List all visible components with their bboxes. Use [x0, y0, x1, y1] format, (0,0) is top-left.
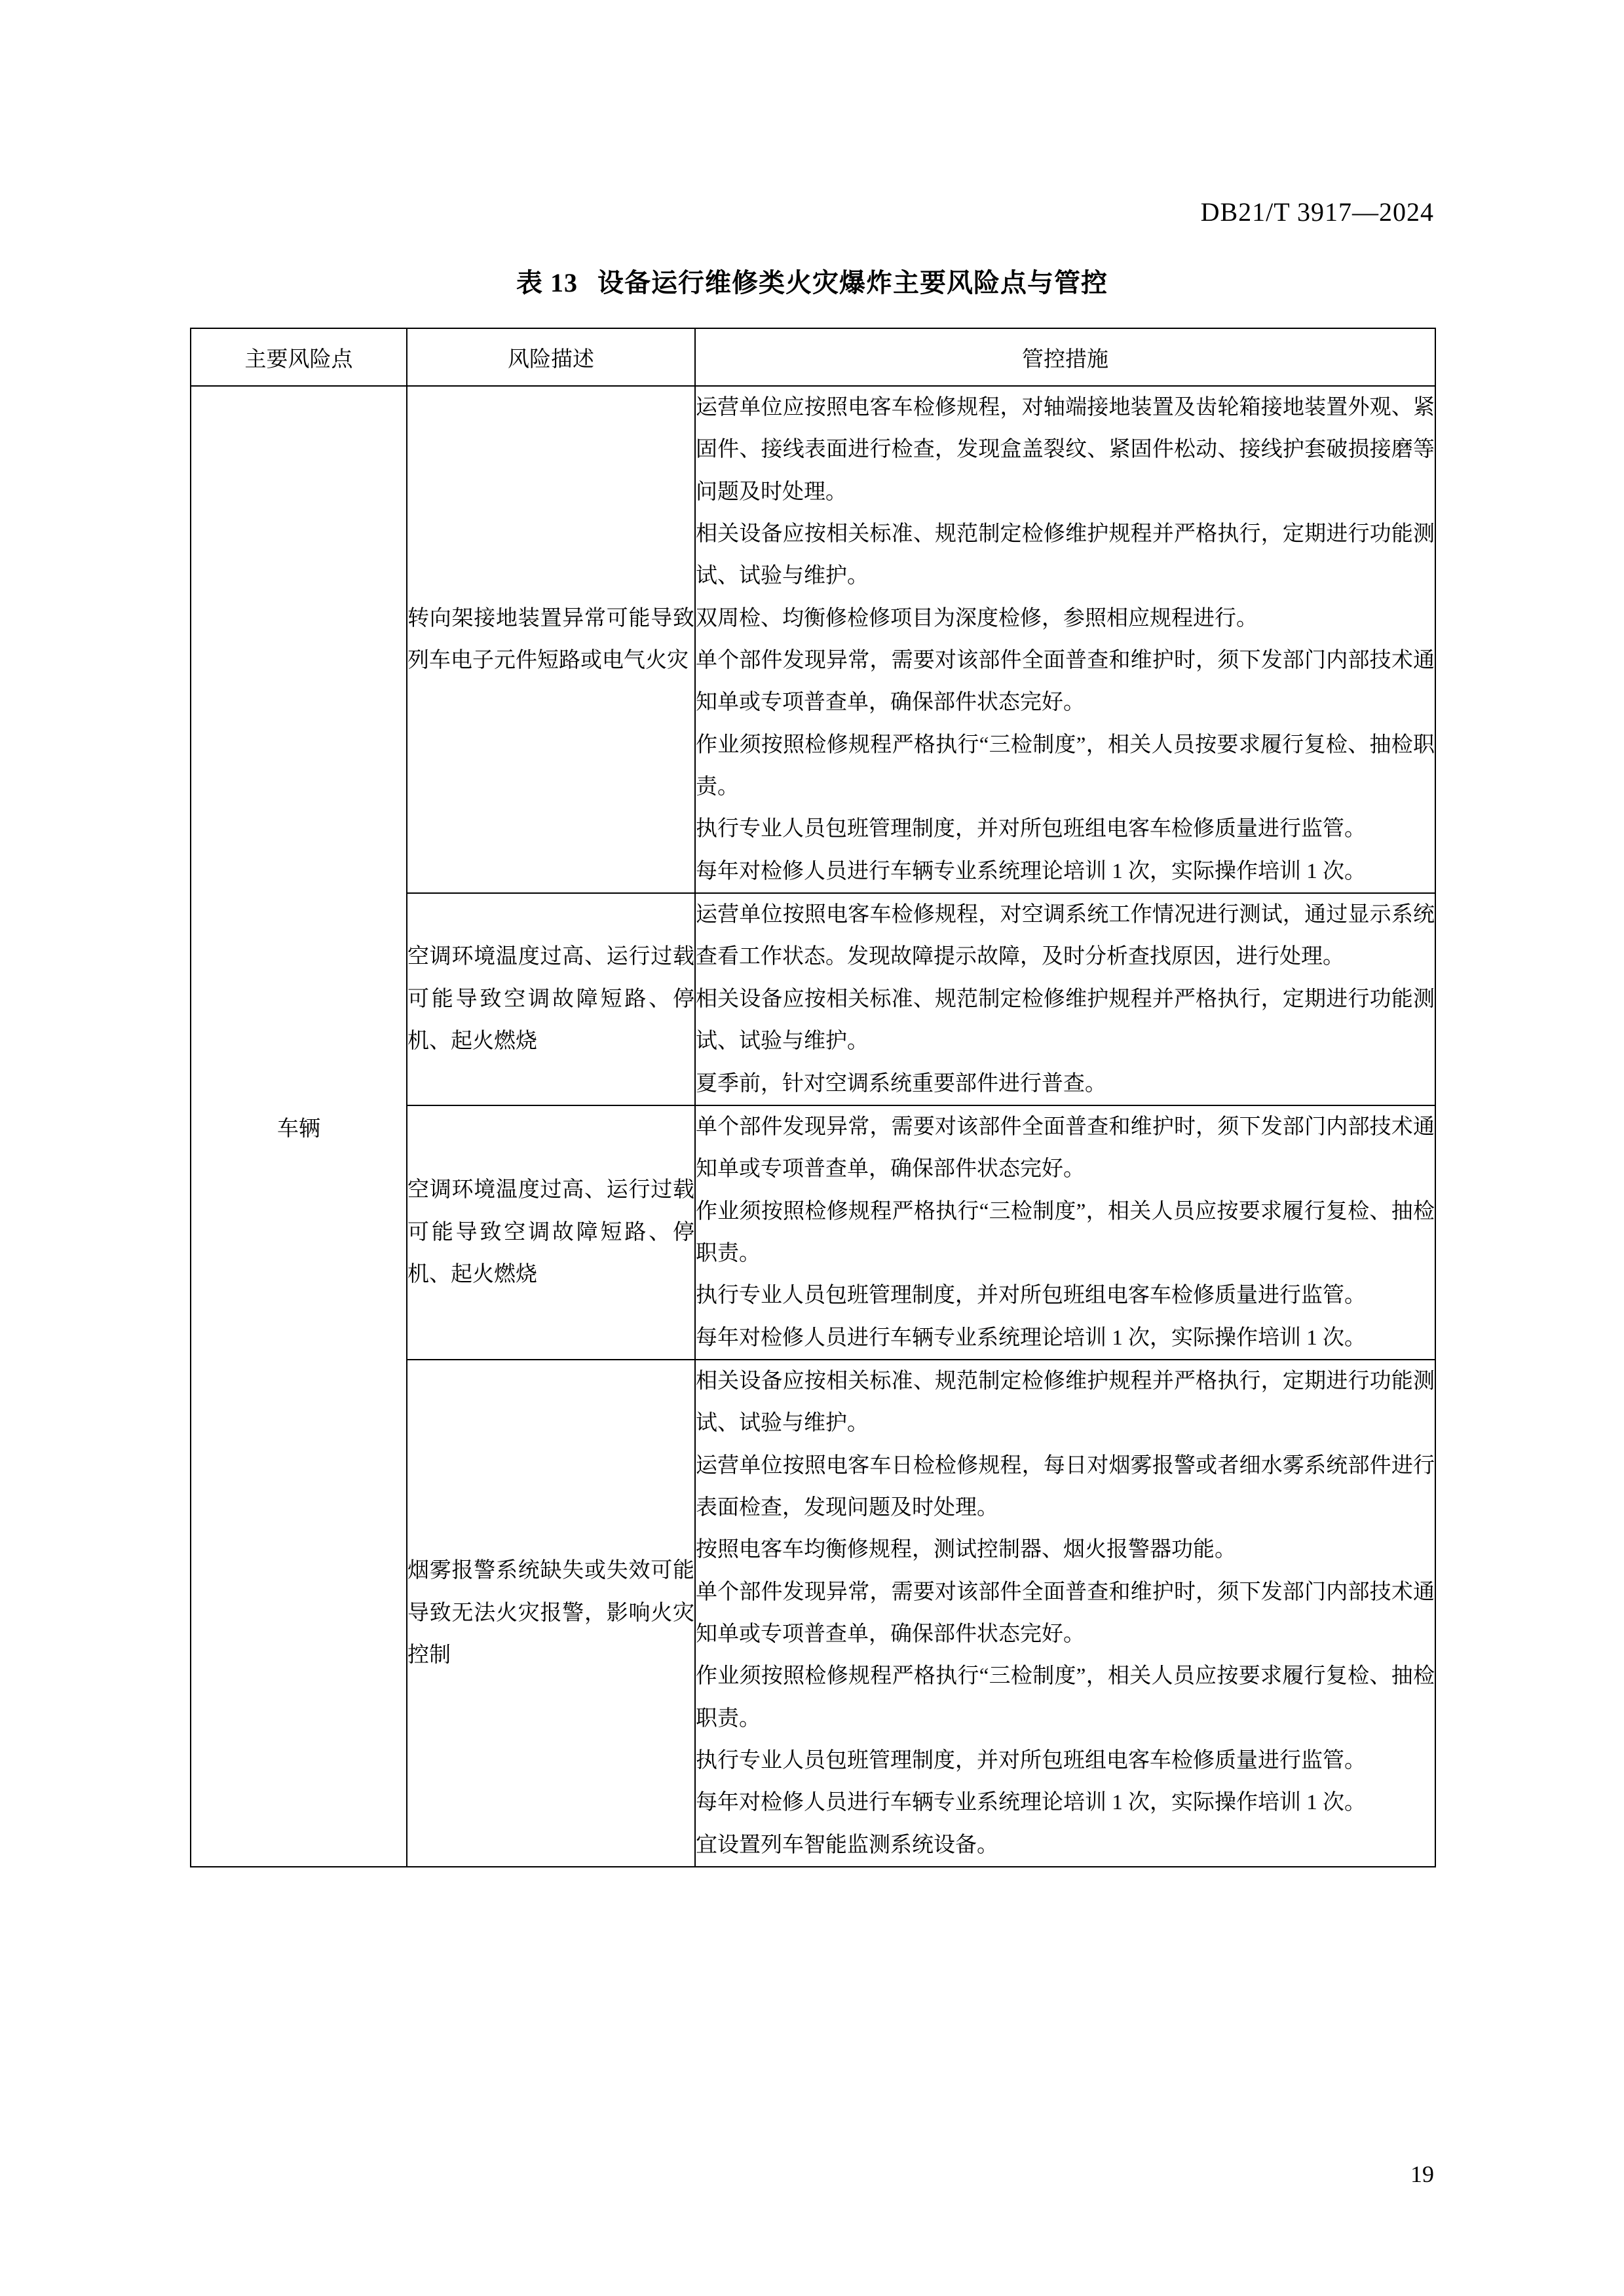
measure-line: 每年对检修人员进行车辆专业系统理论培训 1 次，实际操作培训 1 次。: [696, 1326, 1366, 1350]
table-caption-prefix: 表 13: [516, 268, 578, 297]
measure-line: 相关设备应按相关标准、规范制定检修维护规程并严格执行，定期进行功能测试、试验与维护。: [696, 1369, 1435, 1436]
cell-category-vehicle: 车辆: [191, 386, 407, 1867]
measure-line: 按照电客车均衡修规程，测试控制器、烟火报警器功能。: [696, 1538, 1236, 1562]
risk-description-text: 空调环境温度过高、运行过载可能导致空调故障短路、停机、起火燃烧: [407, 945, 694, 1054]
measure-line: 每年对检修人员进行车辆专业系统理论培训 1 次，实际操作培训 1 次。: [696, 1791, 1366, 1815]
header-cell-risk-point: 主要风险点: [191, 328, 407, 386]
header-cell-control-measures: 管控措施: [695, 328, 1435, 386]
cell-control-measures: [695, 893, 1435, 1105]
measure-line: 每年对检修人员进行车辆专业系统理论培训 1 次，实际操作培训 1 次。: [696, 859, 1366, 883]
page-number: 19: [1410, 2161, 1434, 2187]
measure-line: 夏季前，针对空调系统重要部件进行普查。: [696, 1071, 1106, 1096]
measure-line: 单个部件发现异常，需要对该部件全面普查和维护时，须下发部门内部技术通知单或专项普查单，确保部件状态完好。: [696, 1580, 1435, 1646]
table-header-row: [191, 328, 1435, 386]
header-cell-risk-description: 风险描述: [407, 328, 695, 386]
cell-control-measures: [695, 1360, 1435, 1867]
risk-control-table: [190, 328, 1436, 1867]
risk-description-text: 转向架接地装置异常可能导致列车电子元件短路或电气火灾: [407, 606, 694, 673]
measure-line: 单个部件发现异常，需要对该部件全面普查和维护时，须下发部门内部技术通知单或专项普查单，确保部件状态完好。: [696, 649, 1435, 715]
measure-line: 相关设备应按相关标准、规范制定检修维护规程并严格执行，定期进行功能测试、试验与维护。: [696, 987, 1435, 1054]
measure-line: 作业须按照检修规程严格执行“三检制度”，相关人员应按要求履行复检、抽检职责。: [696, 1199, 1435, 1265]
cell-risk-description: [407, 1105, 695, 1360]
measure-line: 执行专业人员包班管理制度，并对所包班组电客车检修质量进行监管。: [696, 1284, 1366, 1308]
measure-line: 相关设备应按相关标准、规范制定检修维护规程并严格执行，定期进行功能测试、试验与维护。: [696, 522, 1435, 588]
measure-line: 单个部件发现异常，需要对该部件全面普查和维护时，须下发部门内部技术通知单或专项普查单，确保部件状态完好。: [696, 1115, 1435, 1181]
risk-description-text: 空调环境温度过高、运行过载可能导致空调故障短路、停机、起火燃烧: [407, 1178, 694, 1287]
measure-line: 运营单位应按照电客车检修规程，对轴端接地装置及齿轮箱接地装置外观、紧固件、接线表面进行检查，发现盒盖裂纹、紧固件松动、接线护套破损接磨等问题及时处理。: [696, 396, 1435, 504]
cell-control-measures: [695, 386, 1435, 893]
cell-risk-description: [407, 893, 695, 1105]
measure-line: 作业须按照检修规程严格执行“三检制度”，相关人员应按要求履行复检、抽检职责。: [696, 1664, 1435, 1731]
table-caption-title: 设备运行维修类火灾爆炸主要风险点与管控: [597, 268, 1108, 297]
measure-line: 运营单位按照电客车检修规程，对空调系统工作情况进行测试，通过显示系统查看工作状态。发现故障提示故障，及时分析查找原因，进行处理。: [696, 903, 1435, 969]
measure-line: 执行专业人员包班管理制度，并对所包班组电客车检修质量进行监管。: [696, 1749, 1366, 1772]
table-row: [191, 386, 1435, 893]
table-caption: [0, 262, 1624, 299]
cell-control-measures: [695, 1105, 1435, 1360]
risk-description-text: 烟雾报警系统缺失或失效可能导致无法火灾报警，影响火灾控制: [407, 1559, 694, 1668]
measure-line: 宜设置列车智能监测系统设备。: [696, 1833, 998, 1857]
measure-line: 运营单位按照电客车日检检修规程，每日对烟雾报警或者细水雾系统部件进行表面检查，发现问题及时处理。: [696, 1453, 1435, 1520]
measure-line: 执行专业人员包班管理制度，并对所包班组电客车检修质量进行监管。: [696, 817, 1366, 841]
measure-line: 双周检、均衡修检修项目为深度检修，参照相应规程进行。: [696, 606, 1258, 630]
measure-line: 作业须按照检修规程严格执行“三检制度”，相关人员按要求履行复检、抽检职责。: [696, 733, 1435, 799]
cell-risk-description: [407, 386, 695, 893]
standard-code-header: DB21/T 3917—2024: [1200, 197, 1434, 227]
cell-risk-description: [407, 1360, 695, 1867]
